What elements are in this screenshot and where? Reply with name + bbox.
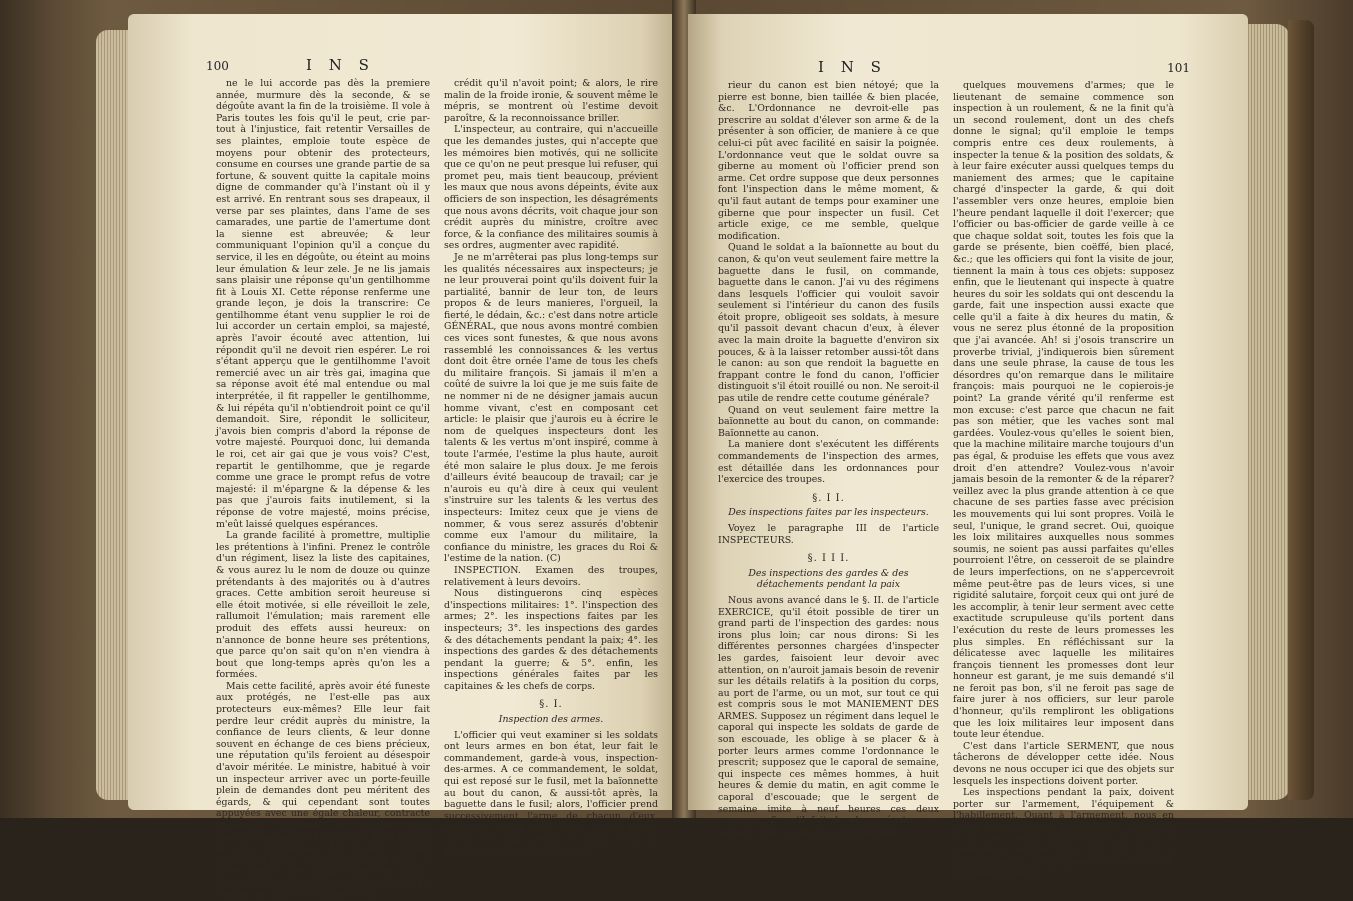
right-page-edges — [1246, 24, 1290, 800]
left-running-head — [206, 56, 658, 74]
paragraph: Les inspections pendant la paix, doivent porter sur l'armement, l'équipement & l'habillement. Quant à l'armement, nous en avons déja parlé sous le mot FUSIL, dans le §. I. de cet article INSPECTION, & nous y reviendrons encore dans le §. IV. Quant à l'équipement & à l'habillement, voyez TENUE & HABILLEMENT. — [953, 787, 1174, 880]
left-header-word: I N S — [306, 56, 375, 74]
section-heading: §. I I. — [812, 492, 845, 504]
paragraph: La grande facilité à promettre, multiplie les prétentions à l'infini. Prenez le contrôle d'un régiment, lisez la liste des capitaines, & vous aurez lu le nom de douze ou quinze prétendants à des majorités ou à d'autres graces. Cette ambition seroit heureuse si elle étoit motivée, si elle réveilloit le zele, rallumoit l'émulation; mais rarement elle produit des effets aussi heureux: on n'annonce de bonne heure ses prétentions, que parce qu'on sait qu'on n'en viendra à bout que long-temps après qu'on les a formées. — [216, 530, 430, 681]
paragraph: Quand le soldat a la baïonnette au bout du canon, & qu'on veut seulement faire mettre la baguette dans le fusil, on commande, baguette dans le canon. J'ai vu des régimens dans lesquels l'officier qui vouloit savoir seulement si l'intérieur du canon des fusils étoit propre, obligeoit ses soldats, à mesure qu'il passoit devant chacun d'eux, à élever avec la main droite la baguette d'environ six pouces, & à la laisser retomber aussi-tôt dans le canon: au son que rendoit la baguette en frappant contre le fond du canon, l'officier distinguoit s'il étoit rouillé ou non. Ne seroit-il pas utile de rendre cette coutume générale? — [718, 242, 939, 405]
right-columns — [718, 80, 1174, 880]
paragraph: INSPECTION. Examen des troupes, relativement à leurs devoirs. — [444, 564, 658, 588]
section-heading: §. I. — [539, 699, 563, 711]
paragraph: Nous avons avancé dans le §. II. de l'article EXERCICE, qu'il étoit possible de tirer un grand parti de l'inspection des gardes: nous irons plus loin; car nous dirons: Si les différentes personnes chargées d'inspecter les gardes, faisoient leur devoir avec attention, on n'auroit jamais besoin de revenir sur les détails relatifs à la position du corps, au port de l'arme, ou un mot, sur tout ce qui est compris sous le mot MANIEMENT DES ARMES. Supposez un régiment dans lequel le caporal qui inspecte les soldats de garde de son escouade, les oblige à se placer & à porter leurs armes comme l'ordonnance le prescrit; supposez que le caporal de semaine, qui inspecte ces mêmes hommes, à huit heures & demie du matin, en agit comme le caporal d'escouade; que le sergent de semaine imite à neuf heures ces deux caporaux, & qu'il fait de plus exécuter aux soldats, avec la plus grande précision, — [718, 594, 939, 838]
paragraph: Je ne m'arrêterai pas plus long-temps sur les qualités nécessaires aux inspecteurs; je ne leur prouverai point qu'ils doivent fuir la partialité, bannir de leur ton, de leurs propos & de leurs manieres, l'orgueil, la fierté, le dédain, &c.: c'est dans notre article GÉNÉRAL, que nous avons montré combien ces vices sont funestes, & que nous avons rassemblé les connoissances & les vertus dont doit être ornée l'ame de tous les chefs du militaire françois. Si jamais il m'en a coûté de suivre la loi que je me suis faite de ne nommer ni de ne désigner jamais aucun homme vivant, c'est en composant cet article: le plaisir que j'aurois eu à écrire le nom de quelques inspecteurs dont les talents & les vertus m'ont inspiré, comme à toute l'armée, l'estime la plus haute, auroit été mon salaire le plus doux. Je me ferois d'ailleurs évité beaucoup de travail; car je n'aurois eu qu'à dire à ceux qui veulent s'instruire sur les talents & les vertus des inspecteurs: Imitez ceux que je viens de nommer, & vous serez assurés d'obtenir comme eux l'amour du militaire, la confiance du ministre, les graces du Roi & l'estime de la nation. (C) — [444, 251, 658, 565]
paragraph: Mais cette facilité, après avoir été funeste aux protégés, ne l'est-elle pas aux protecteurs eux-mêmes? Elle leur fait perdre leur crédit auprès du ministre, la confiance de leurs clients, & leur donne souvent en échange de ces biens précieux, une réputation qu'ils feroient au désespoir d'avoir méritée. Le ministre, habitué à voir un inspecteur arriver avec un porte-feuille plein de demandes dont peu méritent des égards, & qui cependant sont toutes appuyées avec une égale chaleur, contracte tellement l'habitude de refuser, qu'il n'accorde même plus ce qui est de la justice la plus rigoureuse. Le protégé voyant s'évanouir toutes les promesses qu'on lui a faites, pense, avec quelqu'espèce de raison, que son prétendu protecteur l'a oublié ou l'a trompé, ou qu'il s'est targué d'un — [216, 680, 430, 901]
right-running-head — [718, 58, 1190, 76]
left-page — [128, 14, 680, 901]
section-subtitle: Des inspections des gardes & des détachements pendant la paix — [748, 567, 909, 591]
paragraph: C'est dans l'article SERMENT, que nous tâcherons de développer cette idée. Nous devons ne nous occuper ici que des objets sur lesquels les inspections doivent porter. — [953, 740, 1174, 787]
left-page-edges — [96, 30, 132, 800]
right-page-number: 101 — [1167, 61, 1190, 75]
paragraph: ne le lui accorde pas dès la premiere année, murmure dès la seconde, & se dégoûte avant la fin de la troisième. Il vole à Paris toutes les fois qu'il le peut, crie par-tout à l'injustice, fait retentir Versailles de ses plaintes, emploie toute espèce de moyens pour obtenir des protecteurs, consume en courses une grande partie de sa fortune, & souvent quitte la capitale moins digne de commander qu'à l'instant où il y est arrivé. En rentrant sous ses drapeaux, il verse par ses plaintes, dans l'ame de ses camarades, une partie de l'amertume dont la sienne est abreuvée; & leur communiquant l'opinion qu'il a conçue du service, il les en dégoûte, ou éteint au moins leur émulation & leur zele. Je ne lis jamais sans plaisir une réponse qu'un gentilhomme fit à Louis XI. Cette réponse renferme une grande leçon, je dois la transcrire: Ce gentilhomme étant venu supplier le roi de lui accorder un certain emploi, sa majesté, après l'avoir écouté avec attention, lui répondit qu'il ne devoit rien espérer. Le roi s'étant apperçu que le gentilhomme l'avoit remercié avec un air très gai, imagina que sa réponse avoit été mal entendue ou mal interprétée, il fit rappeller le gentilhomme, & lui répéta qu'il n'obtiendroit point ce qu'il demandoit. Sire, répondit le solliciteur, j'avois bien compris d'abord la réponse de votre majesté. Pourquoi donc, lui demanda le roi, cet air gai que je vous vois? C'est, repartit le gentilhomme, que je regarde comme une grace le prompt refus de votre majesté: il m'épargne & la dépense & les pas que j'aurois faits inutilement, si la réponse de votre majesté, moins précise, m'eût laissé quelques espérances. — [216, 78, 430, 530]
paragraph: La maniere dont s'exécutent les différents commandements de l'inspection des armes, est détaillée dans les ordonnances pour l'exercice des troupes. — [718, 439, 939, 486]
section-subtitle: Inspection des armes. — [498, 714, 604, 726]
right-column-2 — [953, 80, 1174, 880]
section-heading: §. I I I. — [807, 553, 850, 565]
paragraph: quelques mouvemens d'armes; que le lieutenant de semaine commence son inspection à un roulement, & ne la finit qu'à un second roulement, dont un des chefs donne le signal; qu'il emploie le temps compris entre ces deux roulements, à inspecter la tenue & la position des soldats, & à leur faire exécuter aussi quelques temps du maniement des armes; que le capitaine chargé d'inspecter la garde, & qui doit l'assembler vers onze heures, emploie bien l'heure pendant laquelle il doit l'exercer; que l'officier ou bas-officier de garde veille à ce que chaque soldat soit, toutes les fois que la garde se présente, bien coëffé, bien placé, &c.; que les officiers qui font la visite de jour, tiennent la main à tous ces objets: supposez enfin, que le lieutenant qui inspecte à quatre heures du soir les soldats qui ont descendu la garde, fait une inspection aussi exacte que celle qu'il a faite à dix heures du matin, & vous ne serez plus étonné de la proposition que j'ai avancée. Ah! si j'osois transcrire un proverbe trivial, j'indiquerois bien sûrement dans une seule phrase, la cause de tous les désordres qu'on remarque dans le militaire françois: mais pourquoi ne le copierois-je point? La grande vérité qu'il renferme est mon excuse: c'est parce que chacun ne fait pas son métier, que les vaches sont mal gardées. Voulez-vous qu'elles le soient bien, que la machine militaire marche toujours d'un pas égal, & produise les effets que vous avez droit d'en attendre? Voulez-vous n'avoir jamais besoin de la remonter & de la réparer? veillez avec la plus grande attention à ce que chacune de ses parties fasse avec précision les mouvements qui lui sont propres. Voilà le seul, l'unique, le grand secret. Oui, quoique les loix militaires auxquelles nous sommes soumis, ne soient pas aussi parfaites qu'elles pourroient l'être, on cesseroit de se plaindre de leurs imperfections, on ne s'appercevroit même peut-être pas de leurs vices, si une rigidité salutaire, forçoit ceux qui ont juré de les accomplir, à tenir leur serment avec cette exactitude scrupuleuse qu'ils portent dans l'exécution du reste de leurs promesses les plus simples. En réfléchissant sur la délicatesse avec laquelle les militaires françois tiennent les promesses dont leur honneur est garant, je me suis demandé s'il ne feroit pas bon, s'il ne feroit pas sage de faire jurer à nos officiers, sur leur parole d'honneur, qu'ils rempliront les obligations que les loix militaires leur imposent dans toute leur étendue. — [953, 80, 1174, 741]
right-column-1 — [718, 80, 939, 880]
left-columns — [216, 78, 658, 901]
paragraph: Nous distinguerons cinq espèces d'inspections militaires: 1°. l'inspection des armes; 2°. les inspections faites par les inspecteurs; 3°. les inspections des gardes & des détachements pendant la paix; 4°. les inspections des gardes & des détachements pendant la guerre; & 5°. enfin, les inspections générales faites par les capitaines & les chefs de corps. — [444, 588, 658, 692]
left-column-2 — [444, 78, 658, 901]
right-header-word: I N S — [818, 58, 887, 76]
right-cover — [1288, 20, 1314, 800]
right-page — [688, 14, 1248, 880]
paragraph: Voyez le paragraphe III de l'article INSPECTEURS. — [718, 522, 939, 546]
left-page-number: 100 — [206, 59, 229, 73]
paragraph: Quand on veut seulement faire mettre la baïonnette au bout du canon, on commande: Baïonnette au canon. — [718, 404, 939, 439]
paragraph: L'officier qui veut examiner si les soldats ont leurs armes en bon état, leur fait le commandement, garde-à vous, inspection-des-armes. A ce commandement, le soldat, qui est reposé sur le fusil, met la baïonnette au bout du canon, & aussi-tôt après, la baguette dans le fusil; alors, l'officier prend successivement l'arme de chacun d'eux, l'examine, & la rend après s'être assuré qu'elle est sans rouille, & dans l'état de propreté convenable; que l'inté- — [444, 729, 658, 857]
paragraph: crédit qu'il n'avoit point; & alors, le rire malin de la froide ironie, & souvent même le mépris, se montrent où l'estime devoit paroître, & la reconnoissance briller. — [444, 78, 658, 124]
section-subtitle: Des inspections faites par les inspecteurs. — [728, 507, 929, 519]
left-column-1 — [216, 78, 430, 901]
paragraph: L'inspecteur, au contraire, qui n'accueille que les demandes justes, qui n'accepte que les mémoires bien motivés, qui ne sollicite que ce qu'on ne peut presque lui refuser, qui promet peu, mais tient beaucoup, prévient les maux que nous avons dépeints, évite aux officiers de son inspection, les désagréments que nous avons décrits, voit chaque jour son crédit auprès du ministre, croître avec force, & la confiance des militaires soumis à ses ordres, augmenter avec rapidité. — [444, 124, 658, 252]
paragraph: rieur du canon est bien nétoyé; que la pierre est bonne, bien taillée & bien placée, &c. L'Ordonnance ne devroit-elle pas prescrire au soldat d'élever son arme & de la présenter à son officier, de maniere à ce que celui-ci pût avec facilité en saisir la poignée. L'ordonnance veut que le soldat ouvre sa giberne au moment où l'officier prend son arme. Cet ordre suppose que deux personnes font l'inspection dans le même moment, & qu'il faut autant de temps pour examiner une giberne que pour inspecter un fusil. Cet article exige, ce me semble, quelque modification. — [718, 80, 939, 242]
